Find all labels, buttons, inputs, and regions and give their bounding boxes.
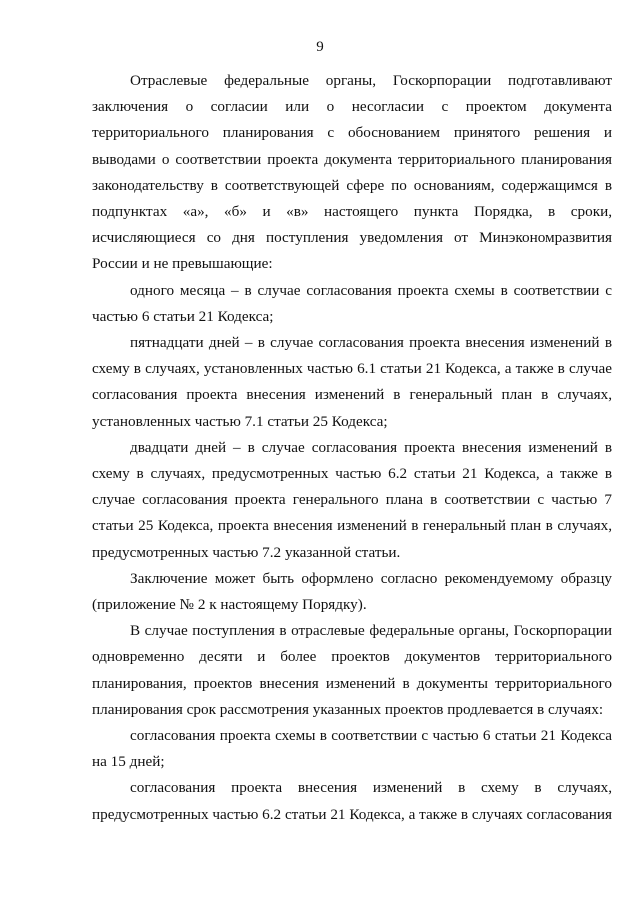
paragraph-one-month: одного месяца – в случае согласования проекта схемы в соответствии с частью 6 статьи 21 Кодекса; [92, 281, 612, 325]
paragraph-approval-conclusions: Отраслевые федеральные органы, Госкорпорации подготавливают заключения о согласии или о несогласии с проектом документа территориального планирования с обоснованием принятого решения и выводами о соответствии проекта документа территориального планирования законодательству в соответствующей сфере по основаниям, содержащимся в подпунктах «а», «б» и «в» настоящего пункта Порядка, в сроки, исчисляющиеся со дня поступления уведомления от Минэкономразвития России и не превышающие: [92, 72, 612, 273]
paragraph-scheme-changes: согласования проекта внесения изменений в схему в случаях, предусмотренных частью 6.2 статьи 21 Кодекса, а также в случаях согласования [92, 779, 612, 823]
document-body [92, 68, 612, 828]
paragraph-scheme-15-days: согласования проекта схемы в соответствии с частью 6 статьи 21 Кодекса на 15 дней; [92, 727, 612, 771]
paragraph-sample-form: Заключение может быть оформлено согласно рекомендуемому образцу (приложение № 2 к настоящему Порядку). [92, 569, 612, 614]
page-number: 9 [316, 39, 324, 55]
paragraph-term-extension: В случае поступления в отраслевые федеральные органы, Госкорпорации одновременно десяти и более проектов документов территориального планирования, проектов внесения изменений в документы территориального планирования срок рассмотрения указанных проектов продлевается в случаях: [92, 622, 612, 718]
paragraph-twenty-days: двадцати дней – в случае согласования проекта внесения изменений в схему в случаях, предусмотренных частью 6.2 статьи 21 Кодекса, а также в случае согласования проекта генерального плана в соответствии с частью 7 статьи 25 Кодекса, проекта внесения изменений в генеральный план в случаях, предусмотренных частью 7.2 указанной статьи. [92, 438, 612, 561]
paragraph-fifteen-days: пятнадцати дней – в случае согласования проекта внесения изменений в схему в случаях, установленных частью 6.1 статьи 21 Кодекса, а также в случае согласования проекта внесения изменений в генеральный план в случаях, установленных частью 7.1 статьи 25 Кодекса; [92, 334, 612, 430]
